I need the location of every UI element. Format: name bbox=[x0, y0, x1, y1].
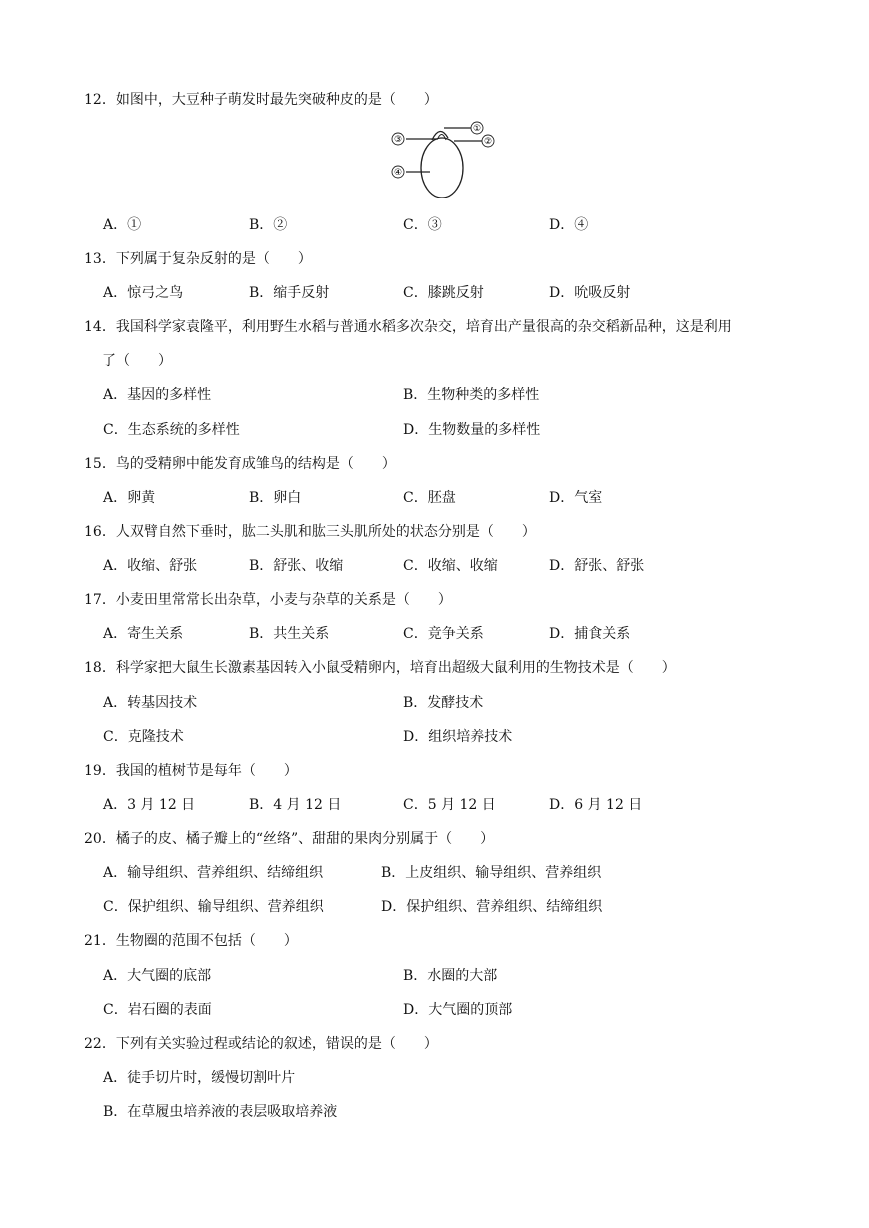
q21-option-c[interactable]: C．岩石圈的表面 bbox=[103, 1002, 212, 1018]
question-21-stem: 21．生物圈的范围不包括（ ） bbox=[84, 933, 298, 949]
q12-option-c[interactable]: C．③ bbox=[403, 217, 442, 233]
q16-option-b[interactable]: B．舒张、收缩 bbox=[249, 558, 344, 574]
q20-option-c[interactable]: C．保护组织、输导组织、营养组织 bbox=[103, 899, 324, 915]
q16-option-c[interactable]: C．收缩、收缩 bbox=[403, 558, 498, 574]
q14-option-b[interactable]: B．生物种类的多样性 bbox=[403, 387, 540, 403]
q19-option-b[interactable]: B．4 月 12 日 bbox=[249, 797, 342, 813]
q16-option-a[interactable]: A．收缩、舒张 bbox=[103, 558, 198, 574]
q18-option-a[interactable]: A．转基因技术 bbox=[103, 695, 198, 711]
q12-option-a[interactable]: A．① bbox=[103, 217, 142, 233]
q12-option-d[interactable]: D．④ bbox=[549, 217, 589, 233]
q22-option-b[interactable]: B．在草履虫培养液的表层吸取培养液 bbox=[103, 1104, 338, 1120]
figure-label-4: ④ bbox=[394, 168, 403, 178]
q17-option-a[interactable]: A．寄生关系 bbox=[103, 626, 184, 642]
q20-option-a[interactable]: A．输导组织、营养组织、结缔组织 bbox=[103, 865, 324, 881]
q18-option-c[interactable]: C．克隆技术 bbox=[103, 729, 184, 745]
question-17-stem: 17．小麦田里常常长出杂草，小麦与杂草的关系是（ ） bbox=[84, 592, 452, 608]
q13-option-b[interactable]: B．缩手反射 bbox=[249, 285, 330, 301]
figure-label-3: ③ bbox=[394, 135, 403, 145]
q21-option-d[interactable]: D．大气圈的顶部 bbox=[403, 1002, 513, 1018]
q15-option-a[interactable]: A．卵黄 bbox=[103, 490, 156, 506]
question-20-stem: 20．橘子的皮、橘子瓣上的“丝络”、甜甜的果肉分别属于（ ） bbox=[84, 831, 495, 847]
question-13-stem: 13．下列属于复杂反射的是（ ） bbox=[84, 251, 312, 267]
q21-option-a[interactable]: A．大气圈的底部 bbox=[103, 968, 212, 984]
figure-label-1: ① bbox=[473, 124, 482, 134]
question-15-stem: 15．鸟的受精卵中能发育成雏鸟的结构是（ ） bbox=[84, 456, 396, 472]
q18-option-d[interactable]: D．组织培养技术 bbox=[403, 729, 513, 745]
q14-option-a[interactable]: A．基因的多样性 bbox=[103, 387, 212, 403]
q14-option-c[interactable]: C．生态系统的多样性 bbox=[103, 422, 240, 438]
q15-option-d[interactable]: D．气室 bbox=[549, 490, 603, 506]
q14-option-d[interactable]: D．生物数量的多样性 bbox=[403, 422, 541, 438]
q19-option-a[interactable]: A．3 月 12 日 bbox=[103, 797, 196, 813]
question-22-stem: 22．下列有关实验过程或结论的叙述，错误的是（ ） bbox=[84, 1036, 438, 1052]
q12-option-b[interactable]: B．② bbox=[249, 217, 288, 233]
question-14-stem-cont: 了（ ） bbox=[102, 353, 172, 369]
q16-option-d[interactable]: D．舒张、舒张 bbox=[549, 558, 645, 574]
q17-option-c[interactable]: C．竞争关系 bbox=[403, 626, 484, 642]
q13-option-a[interactable]: A．惊弓之鸟 bbox=[103, 285, 184, 301]
q18-option-b[interactable]: B．发酵技术 bbox=[403, 695, 484, 711]
soybean-seed-figure bbox=[388, 118, 498, 198]
question-14-stem: 14．我国科学家袁隆平，利用野生水稻与普通水稻多次杂交，培育出产量很高的杂交稻新品种，这是利用 bbox=[84, 319, 732, 335]
question-18-stem: 18．科学家把大鼠生长激素基因转入小鼠受精卵内，培育出超级大鼠利用的生物技术是（ ） bbox=[84, 660, 676, 676]
figure-label-2: ② bbox=[484, 137, 493, 147]
q19-option-c[interactable]: C．5 月 12 日 bbox=[403, 797, 496, 813]
q20-option-b[interactable]: B．上皮组织、输导组织、营养组织 bbox=[381, 865, 602, 881]
q21-option-b[interactable]: B．水圈的大部 bbox=[403, 968, 498, 984]
q13-option-c[interactable]: C．膝跳反射 bbox=[403, 285, 484, 301]
question-16-stem: 16．人双臂自然下垂时，肱二头肌和肱三头肌所处的状态分别是（ ） bbox=[84, 524, 536, 540]
q15-option-b[interactable]: B．卵白 bbox=[249, 490, 302, 506]
q17-option-b[interactable]: B．共生关系 bbox=[249, 626, 330, 642]
q19-option-d[interactable]: D．6 月 12 日 bbox=[549, 797, 643, 813]
q22-option-a[interactable]: A．徒手切片时，缓慢切割叶片 bbox=[103, 1070, 296, 1086]
q20-option-d[interactable]: D．保护组织、营养组织、结缔组织 bbox=[381, 899, 603, 915]
q17-option-d[interactable]: D．捕食关系 bbox=[549, 626, 631, 642]
q15-option-c[interactable]: C．胚盘 bbox=[403, 490, 456, 506]
q13-option-d[interactable]: D．吮吸反射 bbox=[549, 285, 631, 301]
question-19-stem: 19．我国的植树节是每年（ ） bbox=[84, 763, 298, 779]
question-12-stem: 12．如图中，大豆种子萌发时最先突破种皮的是（ ） bbox=[84, 92, 438, 108]
